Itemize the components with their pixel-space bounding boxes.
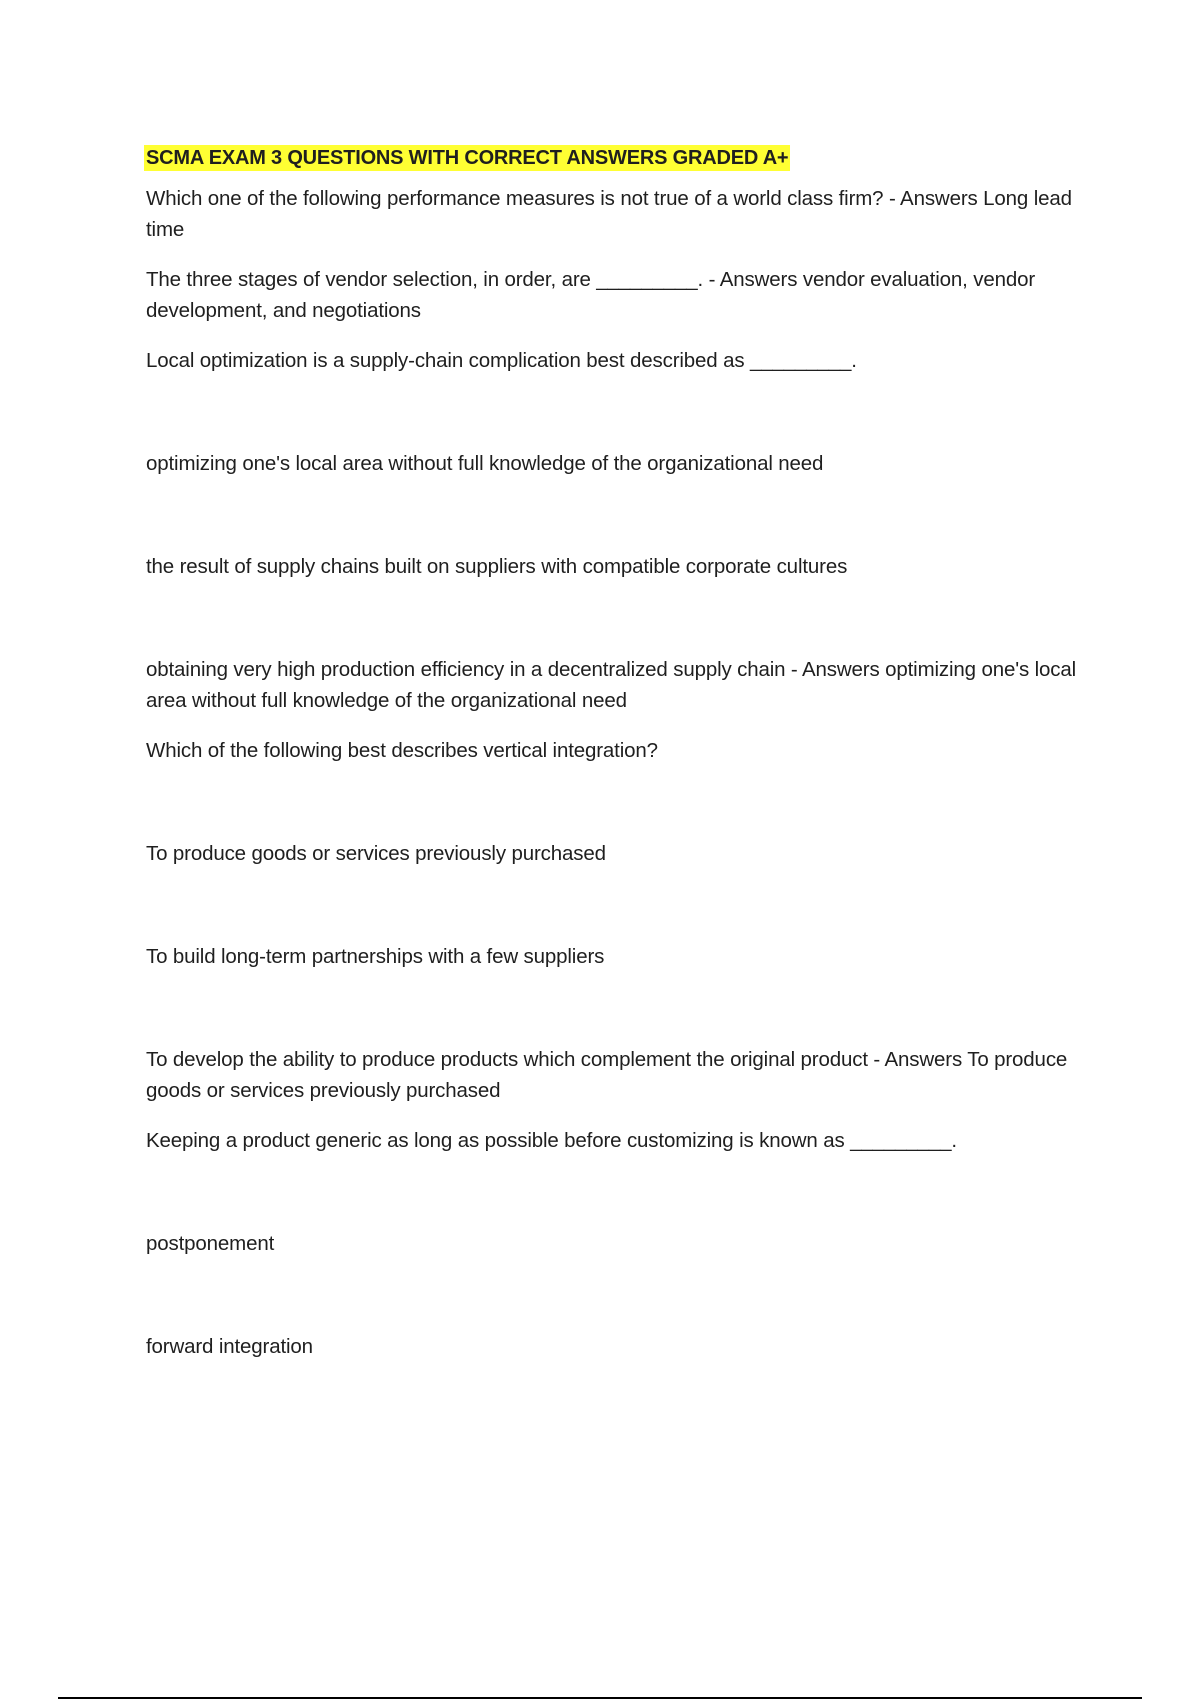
spacer — [146, 1175, 1096, 1228]
spacer — [146, 785, 1096, 838]
document-title: SCMA EXAM 3 QUESTIONS WITH CORRECT ANSWERS GRADED A+ — [146, 147, 789, 169]
answer-option-with-answer: To develop the ability to produce products which complement the original product - Answers To produce goods or services previously purchased — [146, 1048, 1068, 1102]
question-paragraph: Which of the following best describes vertical integration? — [146, 739, 658, 762]
spacer — [146, 395, 1096, 448]
spacer — [146, 1278, 1096, 1331]
document-content — [146, 145, 1096, 1381]
spacer — [146, 888, 1096, 941]
answer-option: the result of supply chains built on suppliers with compatible corporate cultures — [146, 555, 848, 578]
answer-option: forward integration — [146, 1335, 313, 1358]
spacer — [146, 498, 1096, 551]
footer-divider — [58, 1697, 1142, 1699]
answer-option: To build long-term partnerships with a few suppliers — [146, 945, 605, 968]
answer-option-with-answer: obtaining very high production efficiency in a decentralized supply chain - Answers optimizing one's local area without full knowledge of the organizational need — [146, 658, 1077, 712]
qa-paragraph: Which one of the following performance measures is not true of a world class firm? - Answers Long lead time — [146, 187, 1072, 241]
spacer — [146, 601, 1096, 654]
answer-option: optimizing one's local area without full knowledge of the organizational need — [146, 452, 824, 475]
answer-option: To produce goods or services previously purchased — [146, 842, 606, 865]
answer-option: postponement — [146, 1232, 275, 1255]
question-paragraph: Local optimization is a supply-chain complication best described as _________. — [146, 349, 857, 372]
question-paragraph: Keeping a product generic as long as possible before customizing is known as _________. — [146, 1129, 957, 1152]
spacer — [146, 991, 1096, 1044]
qa-paragraph: The three stages of vendor selection, in order, are _________. - Answers vendor evaluation, vendor development, and negotiations — [146, 268, 1036, 322]
